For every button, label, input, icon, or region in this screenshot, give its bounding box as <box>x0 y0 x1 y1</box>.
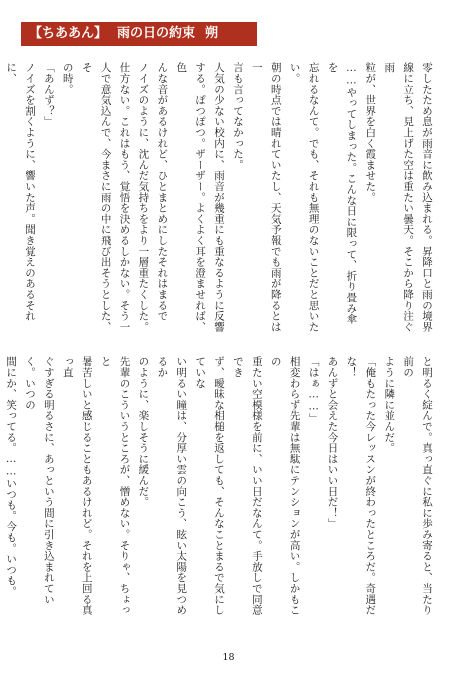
text-line: 線に立ち、見上げた空は重たい曇天。そこから降り注ぐ雨 <box>383 62 415 332</box>
text-line: 先輩のこういうところが、憎めない。そりゃ、ちょっと <box>99 356 131 616</box>
story-title: 雨の日の約束 <box>117 26 196 41</box>
text-line: い明るい瞳は、分厚い雲の向こう、眩い太陽を見つめるか <box>156 356 188 616</box>
text-line: 粒が、世界を白く霞ませた。 <box>364 62 377 203</box>
section-tag: 【ちああん】 <box>29 26 108 41</box>
text-line <box>0 62 1 332</box>
text-line: 間にか、笑ってる。……いつも。今も。いつも。 <box>5 356 18 597</box>
text-line: 人で意気込んで、今まさに雨の中に飛び出そうとした、そ <box>80 62 112 332</box>
text-line: の時。 <box>61 62 74 95</box>
text-line: ノイズのように、沈んだ気持ちをより一層重たくした。 <box>137 62 150 332</box>
text-line: のように、楽しそうに緩んだ。 <box>137 356 150 508</box>
text-line: 言も言ってなかった。 <box>231 62 244 170</box>
story-title-banner <box>21 22 257 46</box>
text-line: 忘れるなんて。でも、それも無理のないことだと思いたい。 <box>288 62 320 332</box>
text-line: 「俺もたった今レッスンが終わったところだ。奇遇だな！ <box>345 356 377 616</box>
text-line: ……やってしまった。こんな日に限って、折り畳み傘を <box>326 62 358 325</box>
text-line: と明るく綻んで。真っ直ぐに私に歩み寄ると、当たり前の <box>402 356 433 616</box>
page-number: 18 <box>222 652 235 663</box>
text-line: ように隣に並んだ。 <box>383 356 396 454</box>
text-line: 重たい空模様を前に、いい日だなんて。手放しで同意でき <box>231 356 263 616</box>
text-line: 「あんず？」 <box>42 62 55 127</box>
text-line: 人気の少ない校内に、雨音が幾重にも重なるように反響 <box>213 62 226 332</box>
text-line: 暑苦しいと感じることもあるけれど。それを上回る真っ直 <box>61 356 93 616</box>
text-line: んな音があるけれど、ひとまとめにしたそれはまるで <box>156 62 169 322</box>
text-line: ノイズを割くように、響いた声。聞き覚えのあるそれに、 <box>5 62 36 322</box>
text-line: 朝の時点では晴れていたし、天気予報でも雨が降るとは一 <box>250 62 282 332</box>
lower-text-block <box>5 356 436 618</box>
text-line: ぐすぎる明るさに、あっという間に引き込まれていく。いつの <box>23 356 55 605</box>
text-line: 相変わらず先輩は無駄にテンションが高い。しかもこの <box>269 356 301 616</box>
text-line: あんずと会えた今日はいい日だ！」 <box>326 356 339 529</box>
text-line: 仕方ない。これはもう、覚悟を決めるしかない。そう一 <box>118 62 131 332</box>
text-line: する。ぽつぽつ。ザーザー。よくよく耳を澄ませれば、色 <box>175 62 207 332</box>
upper-text-block <box>5 62 436 332</box>
text-line: 零したため息が雨音に飲み込まれる。昇降口と雨の境界 <box>421 62 433 332</box>
author-name: 朔 <box>205 26 219 41</box>
text-line: 「はぁ……」 <box>307 356 320 424</box>
text-line: ず、曖昧な相槌を返しても、そんなことまるで気にしていな <box>194 356 226 616</box>
